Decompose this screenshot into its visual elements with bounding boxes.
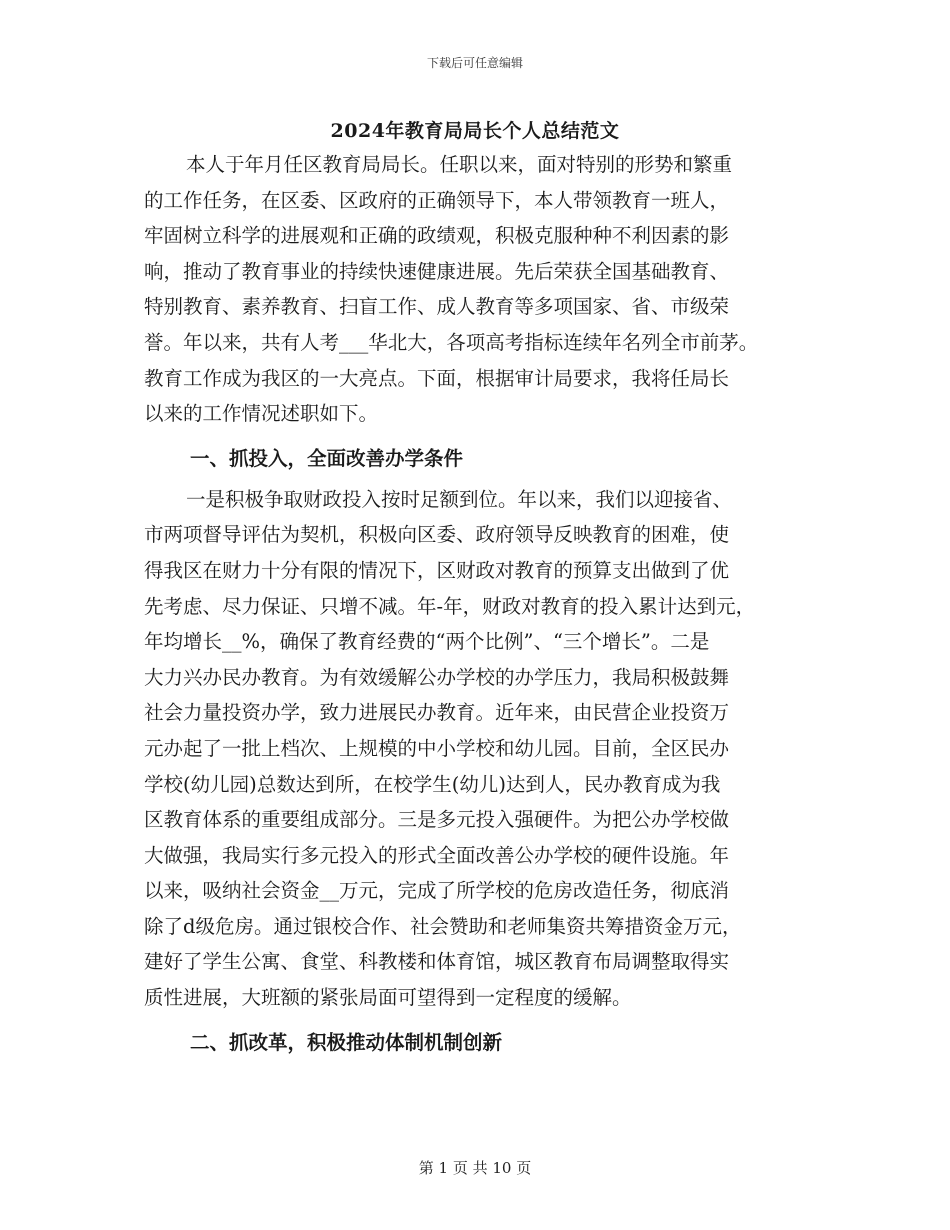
- paragraph-line: 除了d级危房。通过银校合作、社会赞助和老师集资共筹措资金万元，: [144, 914, 742, 938]
- paragraph-line: 特别教育、素养教育、扫盲工作、成人教育等多项国家、省、市级荣: [144, 295, 730, 319]
- paragraph-line: 一是积极争取财政投入按时足额到位。年以来，我们以迎接省、: [186, 487, 733, 511]
- paragraph-line: 建好了学生公寓、食堂、科教楼和体育馆，城区教育布局调整取得实: [144, 950, 730, 974]
- section-heading: 二、抓改革，积极推动体制机制创新: [190, 1030, 503, 1054]
- paragraph-line: 以来，吸纳社会资金__万元，完成了所学校的危房改造任务，彻底消: [144, 879, 730, 903]
- paragraph-line: 年均增长__%，确保了教育经费的“两个比例”、“三个增长”。二是: [144, 630, 710, 654]
- paragraph-line: 社会力量投资办学，致力进展民办教育。近年来，由民营企业投资万: [144, 701, 730, 725]
- page-number-footer: 第 1 页 共 10 页: [418, 1159, 532, 1177]
- paragraph-line: 先考虑、尽力保证、只增不减。年-年，财政对教育的投入累计达到元，: [144, 594, 756, 618]
- paragraph-line: 牢固树立科学的进展观和正确的政绩观，积极克服种种不利因素的影: [144, 224, 730, 248]
- paragraph-line: 元办起了一批上档次、上规模的中小学校和幼儿园。目前，全区民办: [144, 736, 730, 760]
- paragraph-line: 以来的工作情况述职如下。: [144, 402, 379, 426]
- paragraph-line: 大力兴办民办教育。为有效缓解公办学校的办学压力，我局积极鼓舞: [144, 665, 730, 689]
- paragraph-line: 教育工作成为我区的一大亮点。下面，根据审计局要求，我将任局长: [144, 366, 730, 390]
- paragraph-line: 市两项督导评估为契机，积极向区委、政府领导反映教育的困难，使: [144, 523, 730, 547]
- document-title: 2024年教育局局长个人总结范文: [330, 120, 620, 142]
- paragraph-line: 质性进展，大班额的紧张局面可望得到一定程度的缓解。: [144, 986, 632, 1010]
- paragraph-line: 誉。年以来，共有人考___华北大，各项高考指标连续年名列全市前茅。: [144, 330, 759, 354]
- header-note: 下载后可任意编辑: [426, 56, 523, 70]
- document-body: [144, 147, 814, 1066]
- paragraph-line: 响，推动了教育事业的持续快速健康进展。先后荣获全国基础教育、: [144, 259, 730, 283]
- paragraph-line: 的工作任务，在区委、区政府的正确领导下，本人带领教育一班人，: [144, 188, 730, 212]
- paragraph-line: 大做强，我局实行多元投入的形式全面改善公办学校的硬件设施。年: [144, 843, 730, 867]
- paragraph-line: 得我区在财力十分有限的情况下，区财政对教育的预算支出做到了优: [144, 558, 730, 582]
- paragraph-line: 本人于年月任区教育局局长。任职以来，面对特别的形势和繁重: [186, 153, 733, 176]
- paragraph-line: 区教育体系的重要组成部分。三是多元投入强硬件。为把公办学校做: [144, 808, 730, 832]
- paragraph-line: 学校(幼儿园)总数达到所，在校学生(幼儿)达到人，民办教育成为我: [144, 772, 721, 796]
- section-heading: 一、抓投入，全面改善办学条件: [190, 446, 464, 470]
